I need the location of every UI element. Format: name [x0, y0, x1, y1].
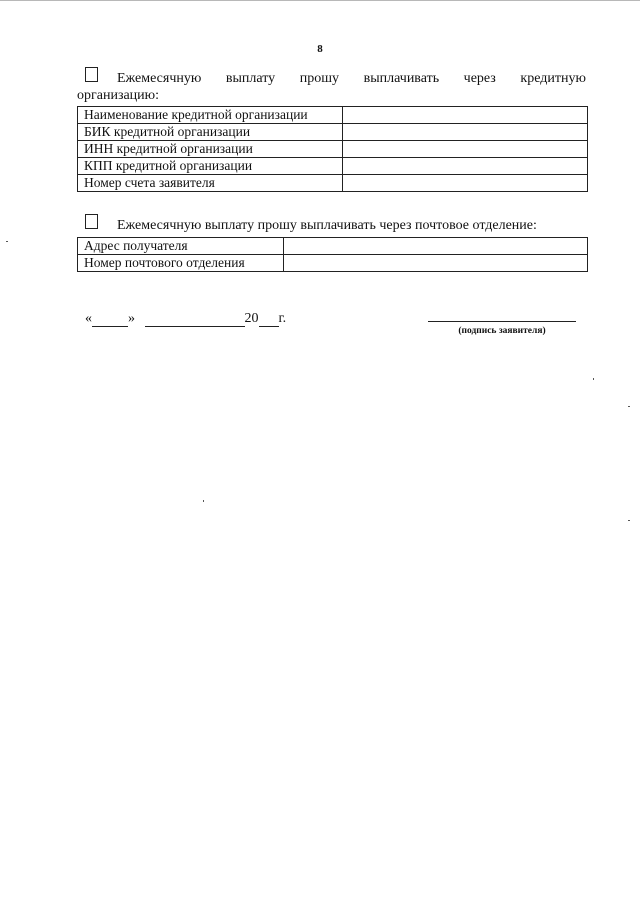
scan-speck [628, 406, 630, 407]
bank-option-intro [117, 71, 586, 87]
post-option-intro: Ежемесячную выплату прошу выплачивать через почтовое отделение: [117, 218, 537, 233]
year-blank[interactable] [259, 312, 279, 327]
intro-word: выплачивать [363, 71, 440, 86]
post-office-number-field[interactable] [284, 255, 588, 272]
recipient-address-label: Адрес получателя [78, 238, 284, 255]
year-prefix: 20 [244, 311, 259, 326]
table-row [78, 175, 588, 192]
intro-word: прошу [299, 71, 340, 86]
month-blank[interactable] [145, 312, 245, 327]
table-row [78, 158, 588, 175]
table-row [78, 238, 588, 255]
table-row [78, 124, 588, 141]
post-details-table [77, 237, 588, 272]
bank-name-field[interactable] [343, 107, 588, 124]
intro-word: выплату [225, 71, 276, 86]
intro-word: через [463, 71, 496, 86]
signature-line[interactable] [428, 321, 576, 322]
scan-speck [6, 241, 8, 242]
inn-field[interactable] [343, 141, 588, 158]
account-number-label: Номер счета заявителя [78, 175, 343, 192]
date-field [85, 311, 286, 327]
day-blank[interactable] [92, 312, 128, 327]
recipient-address-field[interactable] [284, 238, 588, 255]
page-number: 8 [317, 43, 323, 55]
signature-caption: (подпись заявителя) [458, 326, 546, 336]
table-row [78, 255, 588, 272]
account-number-field[interactable] [343, 175, 588, 192]
bank-option-intro-continuation: организацию: [77, 88, 160, 103]
intro-word: кредитную [520, 71, 586, 86]
table-row [78, 107, 588, 124]
table-row [78, 141, 588, 158]
post-office-number-label: Номер почтового отделения [78, 255, 284, 272]
year-suffix: г. [278, 311, 287, 326]
date-close-quote: » [128, 311, 135, 326]
post-option-checkbox[interactable] [85, 214, 98, 229]
scan-speck [628, 520, 630, 521]
scan-edge [0, 0, 640, 1]
inn-label: ИНН кредитной организации [78, 141, 343, 158]
bank-option-checkbox[interactable] [85, 67, 98, 82]
bik-label: БИК кредитной организации [78, 124, 343, 141]
bik-field[interactable] [343, 124, 588, 141]
kpp-field[interactable] [343, 158, 588, 175]
intro-word: Ежемесячную [117, 71, 202, 86]
scan-speck [203, 500, 204, 502]
scan-speck [593, 378, 594, 380]
kpp-label: КПП кредитной организации [78, 158, 343, 175]
bank-name-label: Наименование кредитной организации [78, 107, 343, 124]
date-open-quote: « [85, 311, 92, 326]
bank-details-table [77, 106, 588, 192]
